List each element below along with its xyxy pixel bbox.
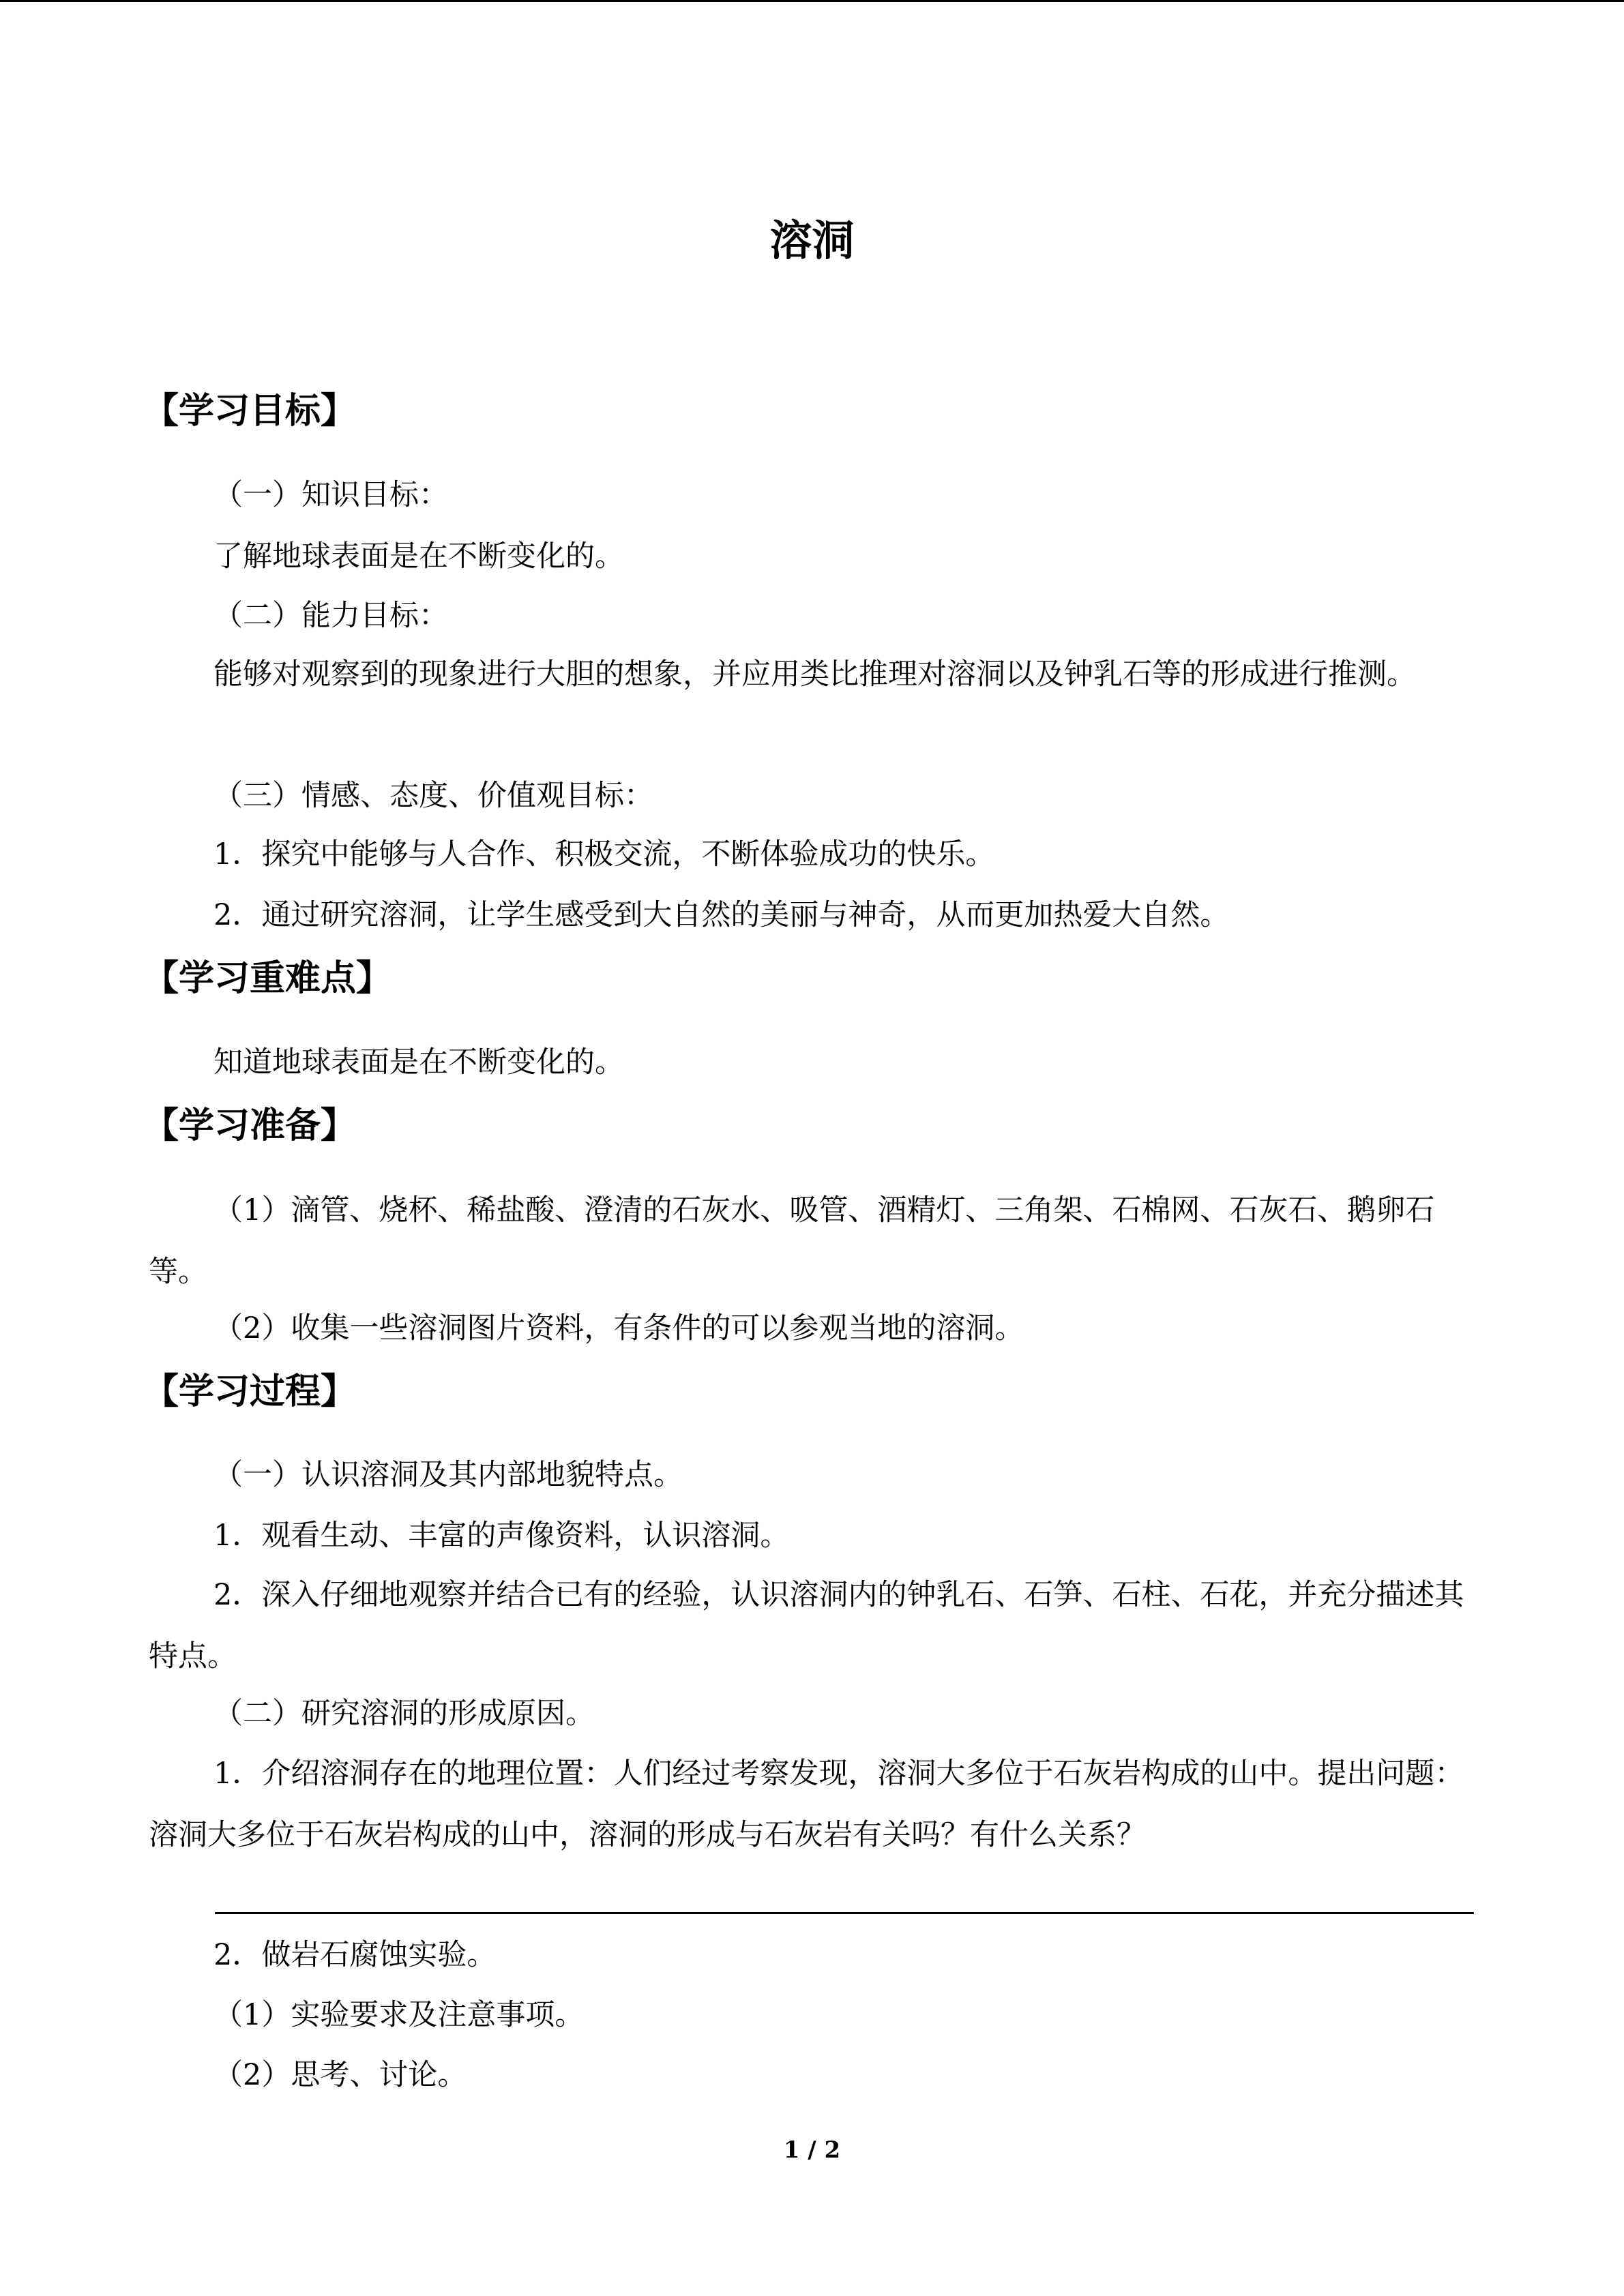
top-border bbox=[0, 0, 1624, 2]
page-title: 溶洞 bbox=[769, 215, 855, 265]
heading-process: 【学习过程】 bbox=[143, 1371, 357, 1412]
process-part2-sub-1: （1）实验要求及注意事项。 bbox=[213, 1998, 585, 2032]
process-part1-item-1: 1．观看生动、丰富的声像资料，认识溶洞。 bbox=[213, 1519, 790, 1553]
process-part1-item-2: 2．深入仔细地观察并结合已有的经验，认识溶洞内的钟乳石、石笋、石柱、石花，并充分描述其特点。 bbox=[149, 1578, 1464, 1673]
process-part2-label: （二）研究溶洞的形成原因。 bbox=[213, 1697, 595, 1731]
page-number: 1 / 2 bbox=[783, 2136, 841, 2164]
ability-goal-text: 能够对观察到的现象进行大胆的想象，并应用类比推理对溶洞以及钟乳石等的形成进行推测。 bbox=[213, 657, 1416, 691]
ability-goal-label: （二）能力目标： bbox=[213, 599, 448, 633]
emotion-goal-label: （三）情感、态度、价值观目标： bbox=[213, 779, 653, 813]
process-part1-label: （一）认识溶洞及其内部地貌特点。 bbox=[213, 1458, 683, 1492]
process-part2-item-1: 1．介绍溶洞存在的地理位置：人们经过考察发现，溶洞大多位于石灰岩构成的山中。提出问题：溶洞大多位于石灰岩构成的山中，溶洞的形成与石灰岩有关吗？有什么关系？ bbox=[149, 1757, 1464, 1852]
preparation-item-2: （2）收集一些溶洞图片资料，有条件的可以参观当地的溶洞。 bbox=[213, 1311, 1024, 1345]
heading-preparation: 【学习准备】 bbox=[143, 1105, 357, 1146]
process-part2-sub-2: （2）思考、讨论。 bbox=[213, 2058, 467, 2092]
answer-blank-line bbox=[215, 1912, 1474, 1914]
heading-learning-goals: 【学习目标】 bbox=[143, 391, 357, 432]
emotion-goal-item-2: 2．通过研究溶洞，让学生感受到大自然的美丽与神奇，从而更加热爱大自然。 bbox=[213, 898, 1230, 932]
knowledge-goal-text: 了解地球表面是在不断变化的。 bbox=[213, 539, 624, 573]
knowledge-goal-label: （一）知识目标： bbox=[213, 478, 448, 512]
emotion-goal-item-1: 1．探究中能够与人合作、积极交流，不断体验成功的快乐。 bbox=[213, 837, 995, 871]
heading-key-points: 【学习重难点】 bbox=[143, 958, 392, 999]
process-part2-item-2: 2．做岩石腐蚀实验。 bbox=[213, 1938, 497, 1972]
preparation-item-1: （1）滴管、烧杯、稀盐酸、澄清的石灰水、吸管、酒精灯、三角架、石棉网、石灰石、鹅卵石等。 bbox=[149, 1193, 1435, 1289]
key-points-text: 知道地球表面是在不断变化的。 bbox=[213, 1045, 624, 1079]
